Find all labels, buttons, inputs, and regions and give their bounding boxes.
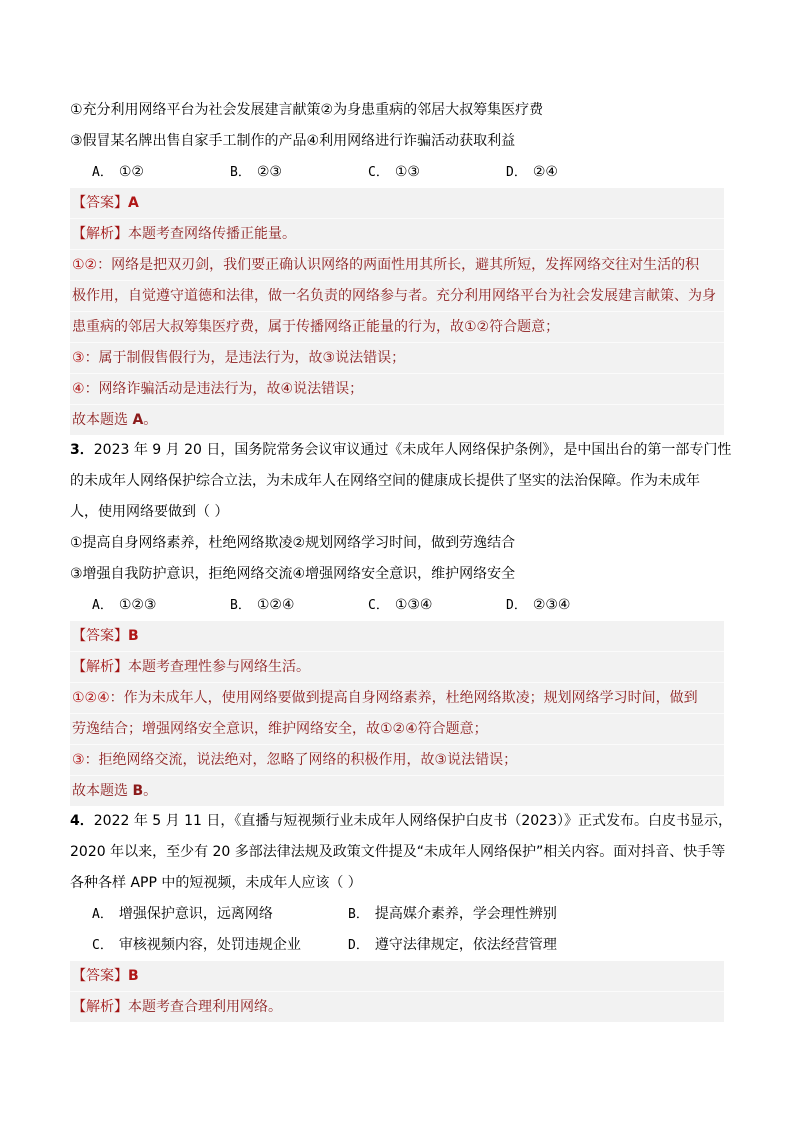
analysis-detail: ①②：网络是把双刃剑，我们要正确认识网络的两面性用其所长，避其所短，发挥网络交往对生活的积 (70, 250, 724, 281)
conclusion-line: 故本题选 B。 (72, 783, 158, 799)
answer-box (70, 188, 724, 435)
option-a: A． 增强保护意识，远离网络 (92, 906, 273, 922)
question-statement: ③增强自我防护意识，拒绝网络交流④增强网络安全意识，维护网络安全 (70, 566, 516, 582)
conclusion-line: 故本题选 A。 (72, 412, 158, 428)
analysis-topic: 本题考查合理利用网络。 (128, 999, 282, 1015)
answer-label: 【答案】 (72, 195, 128, 211)
analysis-line (70, 652, 724, 683)
answer-value: B (128, 628, 139, 644)
question-2 (70, 95, 724, 435)
question-stem: 3．2023 年 9 月 20 日，国务院常务会议审议通过《未成年人网络保护条例》，是中国出台的第一部专门性 (70, 442, 732, 458)
question-stem: 4．2022 年 5 月 11 日，《直播与短视频行业未成年人网络保护白皮书（2023）》正式发布。白皮书显示， (70, 813, 732, 829)
analysis-detail: 极作用，自觉遵守道德和法律，做一名负责的网络参与者。充分利用网络平台为社会发展建言献策、为身 (70, 281, 724, 312)
analysis-topic: 本题考查网络传播正能量。 (128, 226, 296, 242)
analysis-detail: ④：网络诈骗活动是违法行为，故④说法错误； (70, 374, 724, 405)
question-number: 3． (70, 442, 94, 458)
question-4 (70, 806, 732, 1022)
analysis-detail: ③：属于制假售假行为，是违法行为，故③说法错误； (70, 343, 724, 374)
option-c: C． ①③④ (368, 597, 433, 613)
option-d: D． 遵守法律规定，依法经营管理 (348, 937, 557, 953)
analysis-detail: ①②④：作为未成年人，使用网络要做到提高自身网络素养，杜绝网络欺凌；规划网络学习时间，做到 (70, 683, 724, 714)
question-stem: 2020 年以来，至少有 20 多部法律法规及政策文件提及“未成年人网络保护”相关内容。面对抖音、快手等 (70, 844, 726, 860)
analysis-line (70, 219, 724, 250)
analysis-line (70, 992, 724, 1022)
options-row (70, 899, 724, 930)
analysis-label: 【解析】 (72, 226, 128, 242)
question-statement: ③假冒某名牌出售自家手工制作的产品④利用网络进行诈骗活动获取利益 (70, 133, 516, 149)
answer-value: B (128, 968, 139, 984)
answer-line (70, 621, 724, 652)
answer-line (70, 188, 724, 219)
answer-value: A (128, 195, 139, 211)
answer-box (70, 621, 724, 806)
option-a: A． ①②③ (92, 597, 157, 613)
question-number: 4． (70, 813, 94, 829)
analysis-label: 【解析】 (72, 999, 128, 1015)
question-stem: 各种各样 APP 中的短视频，未成年人应该（ ） (70, 875, 362, 891)
option-d: D． ②④ (506, 164, 558, 180)
option-d: D． ②③④ (506, 597, 571, 613)
options-row (70, 590, 724, 621)
analysis-detail: 患重病的邻居大叔筹集医疗费，属于传播网络正能量的行为，故①②符合题意； (70, 312, 724, 343)
option-b: B． 提高媒介素养，学会理性辨别 (348, 906, 557, 922)
analysis-label: 【解析】 (72, 659, 128, 675)
question-statement: ①提高自身网络素养，杜绝网络欺凌②规划网络学习时间，做到劳逸结合 (70, 535, 516, 551)
question-stem: 人，使用网络要做到（ ） (70, 504, 229, 520)
question-3 (70, 435, 732, 806)
question-stem: 的未成年人网络保护综合立法，为未成年人在网络空间的健康成长提供了坚实的法治保障。作为未成年 (70, 473, 700, 489)
answer-line (70, 961, 724, 992)
analysis-detail: ③：拒绝网络交流，说法绝对，忽略了网络的积极作用，故③说法错误； (70, 745, 724, 776)
option-c: C． 审核视频内容，处罚违规企业 (92, 937, 301, 953)
answer-box (70, 961, 724, 1022)
document-page (70, 95, 732, 1022)
option-b: B． ①②④ (230, 597, 295, 613)
answer-label: 【答案】 (72, 628, 128, 644)
option-a: A． ①② (92, 164, 144, 180)
answer-label: 【答案】 (72, 968, 128, 984)
options-row (70, 930, 724, 961)
option-b: B． ②③ (230, 164, 282, 180)
analysis-detail: 劳逸结合；增强网络安全意识，维护网络安全，故①②④符合题意； (70, 714, 724, 745)
options-row (70, 157, 724, 188)
question-statement: ①充分利用网络平台为社会发展建言献策②为身患重病的邻居大叔筹集医疗费 (70, 102, 544, 118)
analysis-topic: 本题考查理性参与网络生活。 (128, 659, 310, 675)
option-c: C． ①③ (368, 164, 420, 180)
